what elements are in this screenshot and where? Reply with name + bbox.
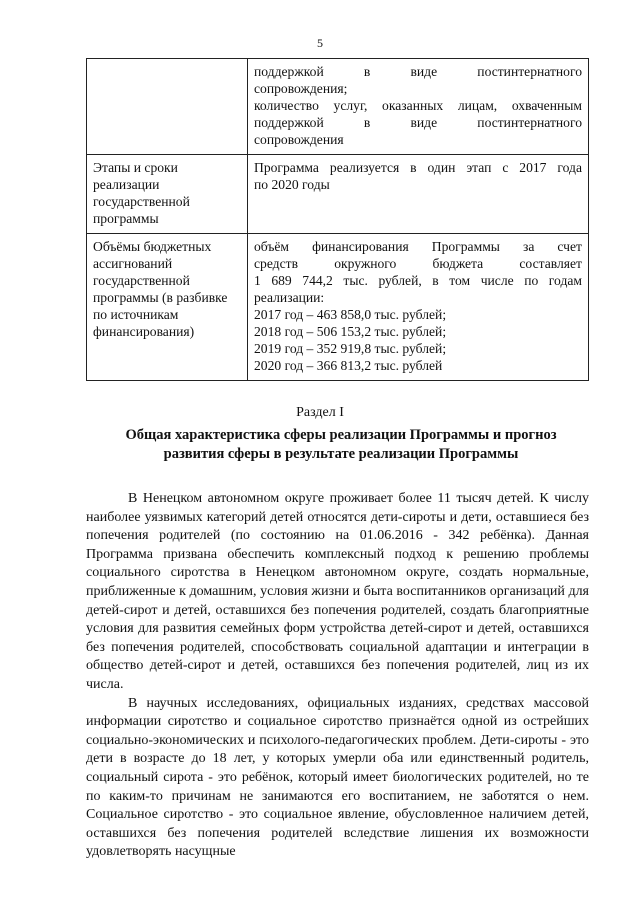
page-number: 5 [317, 36, 323, 50]
section-label: Раздел I [296, 405, 344, 420]
row-label-cell [87, 234, 248, 381]
row-label-cell [87, 155, 248, 234]
row-value-line: 1 689 744,2 тыс. рублей, в том числе по годам [254, 273, 582, 288]
row-label-line: финансирования) [93, 324, 195, 339]
row-value-line: поддержкой в виде постинтернатного [254, 115, 582, 130]
row-label-line: Этапы и сроки [93, 160, 178, 175]
row-label-line: программы [93, 211, 159, 226]
table-row [87, 155, 589, 234]
row-label-line: реализации [93, 177, 160, 192]
row-value-cell [248, 234, 589, 381]
row-value-line: сопровождения [254, 132, 344, 147]
row-value-line: объём финансирования Программы за счет [254, 239, 582, 254]
table-row [87, 234, 589, 381]
row-value-line: Программа реализуется в один этап с 2017 года [254, 160, 582, 175]
row-label-line: Объёмы бюджетных [93, 239, 212, 254]
row-value-cell [248, 59, 589, 155]
row-value-line: 2019 год – 352 919,8 тыс. рублей; [254, 341, 447, 356]
row-value-line: 2018 год – 506 153,2 тыс. рублей; [254, 324, 447, 339]
row-value-line: поддержкой в виде постинтернатного [254, 64, 582, 79]
row-label-line: ассигнований [93, 256, 173, 271]
body-text [86, 490, 589, 862]
program-passport-table [86, 58, 589, 381]
row-label-line: государственной [93, 273, 190, 288]
row-label-cell [87, 59, 248, 155]
row-value-cell [248, 155, 589, 234]
table-row [87, 59, 589, 155]
row-label-line: государственной [93, 194, 190, 209]
row-value-line: средств окружного бюджета составляет [254, 256, 582, 271]
section-title: Общая характеристика сферы реализации Программы и прогноз развития сферы в результате реализации Программы [125, 427, 557, 462]
row-label-line: по источникам [93, 307, 179, 322]
paragraph: В научных исследованиях, официальных изданиях, средствах массовой информации сиротство и социальное сиротство признаётся одной из острейших социально-экономических и психолого-педагогических проблем. Дети-сироты - это дети в возрасте до 18 лет, у которых умерли оба или единственный родитель, социальный сирота - это ребёнок, который имеет биологических родителей, но те по каким-то причинам не занимаются его воспитанием, не заботятся о нем. Социальное сиротство - это социальное явление, обусловленное наличием детей, оставшихся без попечения родителей вследствие лишения их возможности удовлетворять насущные [86, 695, 589, 860]
row-value-line: 2017 год – 463 858,0 тыс. рублей; [254, 307, 447, 322]
row-value-line: 2020 год – 366 813,2 тыс. рублей [254, 358, 443, 373]
row-value-line: количество услуг, оказанных лицам, охваченным [254, 98, 582, 113]
row-label-line: программы (в разбивке [93, 290, 228, 305]
row-value-line: реализации: [254, 290, 325, 305]
row-value-line: сопровождения; [254, 81, 348, 96]
row-value-line: по 2020 годы [254, 177, 330, 192]
paragraph: В Ненецком автономном округе проживает более 11 тысяч детей. К числу наиболее уязвимых категорий детей относятся дети-сироты и дети, оставшиеся без попечения родителей (по состоянию на 01.06.2016 - 342 ребёнка). Данная Программа призвана обеспечить комплексный подход к решению проблемы социального сиротства в Ненецком автономном округе, создать нормальные, приближенные к домашним, условия жизни и быта воспитанников организаций для детей-сирот и детей, оставшихся без попечения родителей, создать благоприятные условия для развития семейных форм устройства детей-сирот и детей, оставшихся без попечения родителей, способствовать социальной адаптации и интеграции в общество детей-сирот и детей, оставшихся без попечения родителей, лиц из их числа. [86, 491, 589, 692]
